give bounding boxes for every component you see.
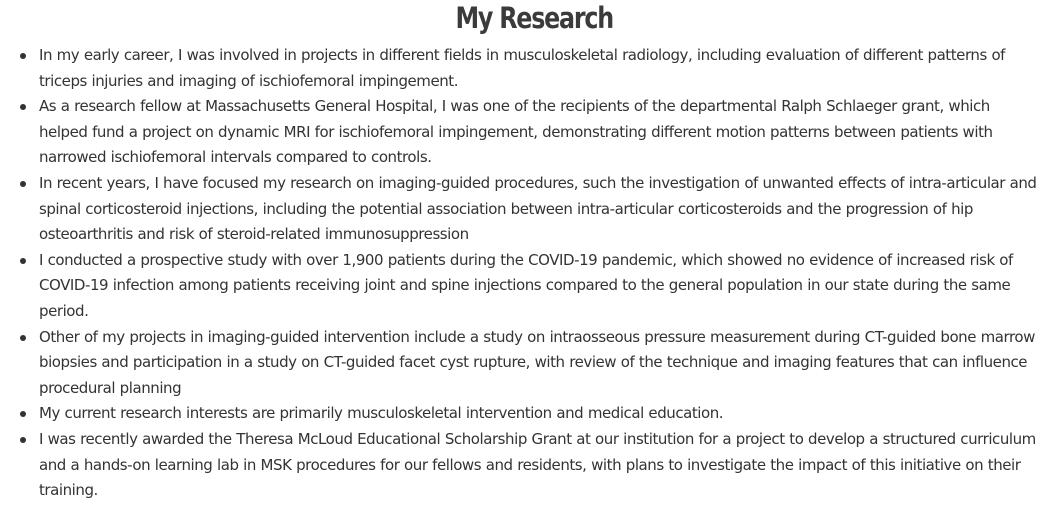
list-item-text: I conducted a prospective study with over 1,900 patients during the COVID-19 pandemic, which showed no evidence of increased risk of COVID-19 infection among patients receiving joint and spine injections compared to the general population in our state during the same period. <box>39 250 1013 320</box>
list-item <box>39 171 1040 248</box>
list-item-text: My current research interests are primarily musculoskeletal intervention and medical education. <box>39 404 724 423</box>
list-item-text: As a research fellow at Massachusetts General Hospital, I was one of the recipients of the departmental Ralph Schlaeger grant, which helped fund a project on dynamic MRI for ischiofemoral impingement, demonstrating different motion patterns between patients with narrowed ischiofemoral intervals compared to controls. <box>39 97 993 167</box>
page-title: My Research <box>455 1 613 35</box>
list-item-text: In my early career, I was involved in projects in different fields in musculoskeletal radiology, including evaluation of different patterns of triceps injuries and imaging of ischiofemoral impingement. <box>39 46 1006 90</box>
bullet-icon <box>20 181 26 187</box>
list-item-text: Other of my projects in imaging-guided intervention include a study on intraosseous pressure measurement during CT-guided bone marrow biopsies and participation in a study on CT-guided facet cyst rupture, with review of the technique and imaging features that can influence procedural planning <box>39 327 1035 397</box>
list-item <box>39 43 1040 94</box>
list-item <box>39 427 1040 504</box>
list-item-text: I was recently awarded the Theresa McLoud Educational Scholarship Grant at our institution for a project to develop a structured curriculum and a hands-on learning lab in MSK procedures for our fellows and residents, with plans to investigate the impact of this initiative on their training. <box>39 429 1036 500</box>
bullet-icon <box>20 411 26 417</box>
list-item <box>39 325 1040 402</box>
bullet-icon <box>20 335 26 341</box>
list-item <box>39 401 1040 427</box>
bullet-icon <box>20 258 26 264</box>
bullet-icon <box>20 104 26 110</box>
list-item-text: In recent years, I have focused my research on imaging-guided procedures, such the investigation of unwanted effects of intra-articular and spinal corticosteroid injections, including the potential association between intra-articular corticosteroids and the progression of hip osteoarthritis and risk of steroid-related immunosuppression <box>39 173 1037 244</box>
bullet-icon <box>20 53 26 59</box>
list-item <box>39 248 1040 325</box>
list-item <box>39 94 1040 171</box>
research-list <box>0 43 1040 504</box>
bullet-icon <box>20 437 26 443</box>
